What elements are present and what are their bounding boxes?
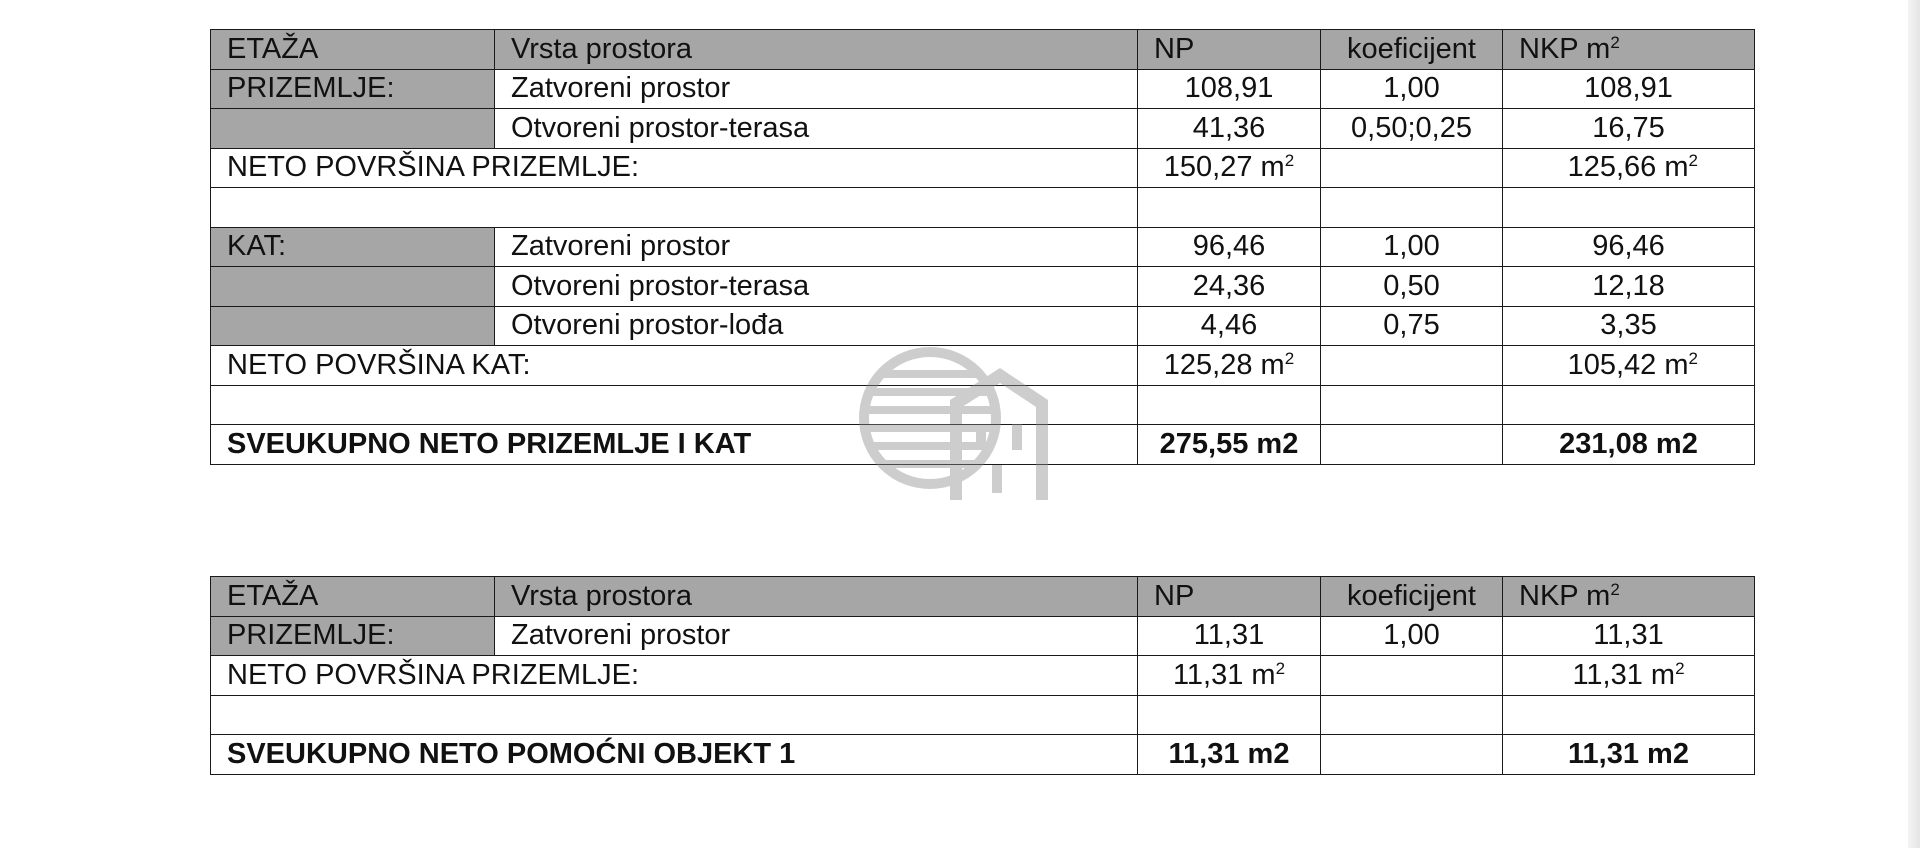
floor-label-prizemlje: PRIZEMLJE: [211, 616, 495, 656]
header-etaza: ETAŽA [211, 577, 495, 617]
floor-label-empty [211, 267, 495, 307]
space-type: Zatvoreni prostor [495, 227, 1138, 267]
total-np: 11,31 m2 [1138, 735, 1321, 775]
space-type: Otvoreni prostor-terasa [495, 267, 1138, 307]
spacer-row [211, 695, 1755, 735]
space-type: Zatvoreni prostor [495, 616, 1138, 656]
subtotal-label: NETO POVRŠINA KAT: [211, 346, 1138, 386]
floor-label-empty [211, 306, 495, 346]
header-np: NP [1138, 577, 1321, 617]
nkp-value: 108,91 [1503, 69, 1755, 109]
subtotal-row [211, 656, 1755, 696]
window-edge [1908, 0, 1920, 848]
subtotal-koef-empty [1321, 656, 1503, 696]
spacer-row [211, 188, 1755, 228]
subtotal-nkp: 11,31 $m^2$ [1503, 656, 1755, 696]
header-nkp: NKP $m^2$ [1503, 577, 1755, 617]
header-nkp: NKP $m^2$ [1503, 30, 1755, 70]
koef-value: 1,00 [1321, 69, 1503, 109]
floor-label-kat: KAT: [211, 227, 495, 267]
koef-value: 1,00 [1321, 227, 1503, 267]
np-value: 108,91 [1138, 69, 1321, 109]
table-row [211, 227, 1755, 267]
koef-value: 0,50 [1321, 267, 1503, 307]
total-label: SVEUKUPNO NETO PRIZEMLJE I KAT [211, 425, 1138, 465]
floor-label-empty [211, 109, 495, 149]
table-header-row [211, 30, 1755, 70]
table-row [211, 616, 1755, 656]
subtotal-np: 11,31 $m^2$ [1138, 656, 1321, 696]
nkp-value: 11,31 [1503, 616, 1755, 656]
nkp-value: 96,46 [1503, 227, 1755, 267]
watermark-logo-icon [850, 340, 1080, 510]
nkp-value: 12,18 [1503, 267, 1755, 307]
total-koef-empty [1321, 735, 1503, 775]
space-type: Zatvoreni prostor [495, 69, 1138, 109]
subtotal-nkp: 125,66 $m^2$ [1503, 148, 1755, 188]
total-nkp: 11,31 m2 [1503, 735, 1755, 775]
total-nkp: 231,08 m2 [1503, 425, 1755, 465]
np-value: 41,36 [1138, 109, 1321, 149]
total-np: 275,55 m2 [1138, 425, 1321, 465]
total-koef-empty [1321, 425, 1503, 465]
nkp-value: 16,75 [1503, 109, 1755, 149]
table-row [211, 109, 1755, 149]
header-vrsta-prostora: Vrsta prostora [495, 577, 1138, 617]
subtotal-row [211, 148, 1755, 188]
np-value: 96,46 [1138, 227, 1321, 267]
subtotal-koef-empty [1321, 148, 1503, 188]
header-koeficijent: koeficijent [1321, 30, 1503, 70]
subtotal-koef-empty [1321, 346, 1503, 386]
table-row [211, 69, 1755, 109]
header-np: NP [1138, 30, 1321, 70]
total-row [211, 735, 1755, 775]
header-vrsta-prostora: Vrsta prostora [495, 30, 1138, 70]
table-row [211, 267, 1755, 307]
koef-value: 1,00 [1321, 616, 1503, 656]
table-header-row [211, 577, 1755, 617]
subtotal-label: NETO POVRŠINA PRIZEMLJE: [211, 148, 1138, 188]
koef-value: 0,75 [1321, 306, 1503, 346]
subtotal-nkp: 105,42 $m^2$ [1503, 346, 1755, 386]
subtotal-label: NETO POVRŠINA PRIZEMLJE: [211, 656, 1138, 696]
area-table-auxiliary-building [210, 576, 1755, 775]
np-value: 24,36 [1138, 267, 1321, 307]
np-value: 4,46 [1138, 306, 1321, 346]
total-label: SVEUKUPNO NETO POMOĆNI OBJEKT 1 [211, 735, 1138, 775]
floor-label-prizemlje: PRIZEMLJE: [211, 69, 495, 109]
space-type: Otvoreni prostor-terasa [495, 109, 1138, 149]
subtotal-np: 125,28 $m^2$ [1138, 346, 1321, 386]
np-value: 11,31 [1138, 616, 1321, 656]
koef-value: 0,50;0,25 [1321, 109, 1503, 149]
subtotal-np: 150,27 $m^2$ [1138, 148, 1321, 188]
space-type: Otvoreni prostor-lođa [495, 306, 1138, 346]
header-koeficijent: koeficijent [1321, 577, 1503, 617]
nkp-value: 3,35 [1503, 306, 1755, 346]
header-etaza: ETAŽA [211, 30, 495, 70]
